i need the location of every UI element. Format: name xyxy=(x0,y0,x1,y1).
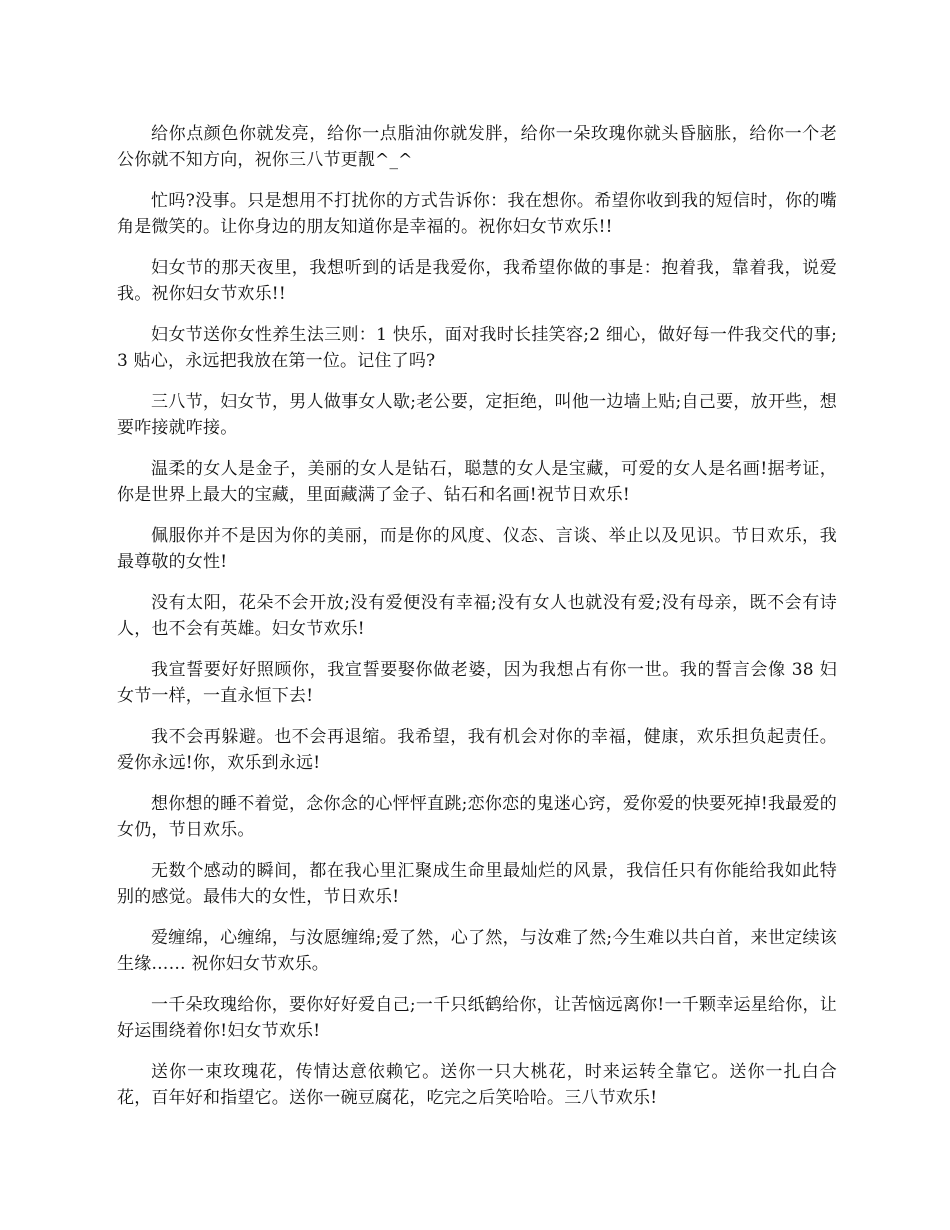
paragraph-6: 温柔的女人是金子，美丽的女人是钻石，聪慧的女人是宝藏，可爱的女人是名画!据考证，你是世界上最大的宝藏，里面藏满了金子、钻石和名画!祝节日欢乐! xyxy=(117,459,837,505)
paragraph-13: 爱缠绵，心缠绵，与汝愿缠绵;爱了然，心了然，与汝难了然;今生难以共白首，来世定续该生缘…… 祝你妇女节欢乐。 xyxy=(117,928,837,974)
paragraph-10: 我不会再躲避。也不会再退缩。我希望，我有机会对你的幸福，健康，欢乐担负起责任。爱你永远!你，欢乐到永远! xyxy=(117,727,837,773)
paragraph-11: 想你想的睡不着觉，念你念的心怦怦直跳;恋你恋的鬼迷心窍，爱你爱的快要死掉!我最爱的女仍，节日欢乐。 xyxy=(117,794,837,840)
paragraph-9: 我宣誓要好好照顾你，我宣誓要娶你做老婆，因为我想占有你一世。我的誓言会像 38 妇女节一样，一直永恒下去! xyxy=(117,660,837,706)
paragraph-3: 妇女节的那天夜里，我想听到的话是我爱你，我希望你做的事是：抱着我，靠着我，说爱我。祝你妇女节欢乐!! xyxy=(117,258,837,304)
paragraph-5: 三八节，妇女节，男人做事女人歇;老公要，定拒绝，叫他一边墙上贴;自己要，放开些，想要咋接就咋接。 xyxy=(117,392,837,438)
paragraph-2: 忙吗?没事。只是想用不打扰你的方式告诉你：我在想你。希望你收到我的短信时，你的嘴角是微笑的。让你身边的朋友知道你是幸福的。祝你妇女节欢乐!! xyxy=(117,191,837,237)
paragraph-1: 给你点颜色你就发亮，给你一点脂油你就发胖，给你一朵玫瑰你就头昏脑胀，给你一个老公你就不知方向，祝你三八节更靓^_^ xyxy=(117,124,837,170)
paragraph-12: 无数个感动的瞬间，都在我心里汇聚成生命里最灿烂的风景，我信任只有你能给我如此特别的感觉。最伟大的女性，节日欢乐! xyxy=(117,861,837,907)
paragraph-7: 佩服你并不是因为你的美丽，而是你的风度、仪态、言谈、举止以及见识。节日欢乐，我最尊敬的女性! xyxy=(117,526,837,572)
paragraph-8: 没有太阳，花朵不会开放;没有爱便没有幸福;没有女人也就没有爱;没有母亲，既不会有诗人，也不会有英雄。妇女节欢乐! xyxy=(117,593,837,639)
paragraph-15: 送你一束玫瑰花，传情达意依赖它。送你一只大桃花，时来运转全靠它。送你一扎白合花，百年好和指望它。送你一碗豆腐花，吃完之后笑哈哈。三八节欢乐! xyxy=(117,1062,837,1108)
paragraph-14: 一千朵玫瑰给你，要你好好爱自己;一千只纸鹤给你，让苦恼远离你!一千颗幸运星给你，让好运围绕着你!妇女节欢乐! xyxy=(117,995,837,1041)
document-body xyxy=(117,121,837,1126)
paragraph-4: 妇女节送你女性养生法三则：1 快乐，面对我时长挂笑容;2 细心，做好每一件我交代的事;3 贴心，永远把我放在第一位。记住了吗? xyxy=(117,325,837,371)
